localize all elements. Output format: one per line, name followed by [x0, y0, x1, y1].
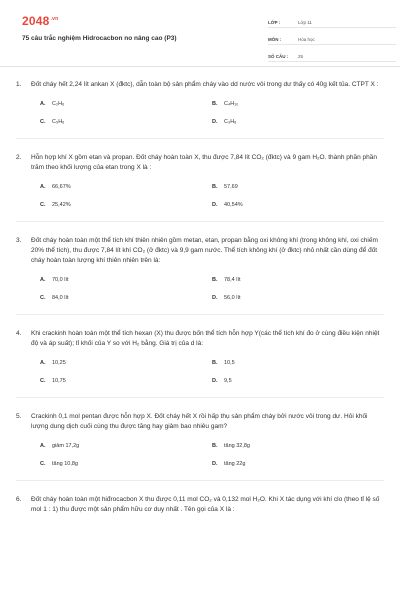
- answer-option[interactable]: [212, 100, 384, 108]
- answer-option[interactable]: [40, 460, 212, 468]
- option-key: A.: [40, 360, 46, 366]
- option-key: B.: [212, 101, 218, 107]
- answer-option[interactable]: [40, 276, 212, 284]
- question-stem: [16, 412, 384, 432]
- answer-option[interactable]: [212, 276, 384, 284]
- answer-option[interactable]: [212, 359, 384, 367]
- option-key: B.: [212, 184, 218, 190]
- option-key: D.: [212, 378, 218, 384]
- question-stem: [16, 153, 384, 173]
- question-separator: [16, 138, 384, 139]
- question-stem: [16, 236, 384, 266]
- option-key: B.: [212, 277, 218, 283]
- answer-option[interactable]: [40, 118, 212, 126]
- question-number: 4.: [16, 330, 22, 337]
- question-separator: [16, 480, 384, 481]
- meta-label: MÔN :: [268, 37, 282, 42]
- site-logo[interactable]: $2048^{.vn}$: [22, 14, 59, 28]
- option-key: C.: [40, 461, 46, 467]
- answer-option[interactable]: [212, 377, 384, 385]
- option-text: C₂H₆: [52, 101, 65, 107]
- answer-option[interactable]: [212, 294, 384, 302]
- answer-options: [40, 276, 384, 302]
- option-key: D.: [212, 202, 218, 208]
- option-key: B.: [212, 443, 218, 449]
- question-text: Crackinh 0,1 mol pentan được hỗn hợp X. Đốt cháy hết X rồi hấp thụ sản phẩm cháy bởi nước vôi trong dư. Hỏi khối lượng dung dịch cuối cùng thu được tăng hay giảm bao nhiêu gam?: [31, 413, 368, 430]
- option-text: 10,5: [224, 360, 235, 366]
- option-key: D.: [212, 461, 218, 467]
- option-key: C.: [40, 119, 46, 125]
- answer-option[interactable]: [40, 294, 212, 302]
- question-number: 3.: [16, 237, 22, 244]
- answer-option[interactable]: [212, 460, 384, 468]
- document-header: [16, 0, 384, 62]
- question-item: [16, 495, 384, 515]
- meta-row: [268, 31, 396, 45]
- answer-option[interactable]: [212, 201, 384, 209]
- option-key: D.: [212, 119, 218, 125]
- question-separator: [16, 314, 384, 315]
- answer-option[interactable]: [212, 118, 384, 126]
- option-key: A.: [40, 277, 46, 283]
- option-text: tăng 10,8g: [52, 461, 78, 467]
- answer-options: [40, 442, 384, 468]
- meta-value: Hóa học: [298, 37, 315, 42]
- option-text: 9,5: [224, 378, 232, 384]
- meta-value: 25: [298, 54, 304, 59]
- option-key: C.: [40, 378, 46, 384]
- option-key: A.: [40, 443, 46, 449]
- question-stem: [16, 329, 384, 349]
- option-key: A.: [40, 184, 46, 190]
- option-key: C.: [40, 202, 46, 208]
- option-key: A.: [40, 101, 46, 107]
- answer-options: [40, 183, 384, 209]
- question-number: 6.: [16, 496, 22, 503]
- answer-option[interactable]: [40, 201, 212, 209]
- option-text: 57,69: [224, 184, 238, 190]
- document-title: 75 câu trắc nghiệm Hidrocacbon no nâng cao (P3): [22, 35, 177, 42]
- question-text: Đốt cháy hoàn toàn một hiđrocacbon X thu được 0,11 mol CO₂ và 0,132 mol H₂O. Khi X tác dụng với khí clo (theo tỉ lệ số mol 1 : 1) thu được một sản phẩm hữu cơ duy nhất . Tên gọi của X là :: [31, 496, 380, 513]
- option-text: 84,0 lít: [52, 295, 69, 301]
- answer-option[interactable]: [40, 183, 212, 191]
- option-text: 10,25: [52, 360, 66, 366]
- question-item: [16, 236, 384, 315]
- question-stem: [16, 495, 384, 515]
- option-text: 10,75: [52, 378, 66, 384]
- option-text: 70,0 lít: [52, 277, 69, 283]
- question-item: [16, 329, 384, 398]
- answer-options: [40, 100, 384, 126]
- answer-option[interactable]: [40, 377, 212, 385]
- question-number: 1.: [16, 81, 22, 88]
- answer-option[interactable]: [40, 442, 212, 450]
- question-item: [16, 80, 384, 139]
- option-text: 40,54%: [224, 202, 243, 208]
- question-item: [16, 412, 384, 481]
- option-text: C₃H₈: [224, 119, 237, 125]
- option-key: D.: [212, 295, 218, 301]
- answer-option[interactable]: [40, 359, 212, 367]
- option-text: tăng 32,8g: [224, 443, 250, 449]
- header-divider: [0, 66, 400, 67]
- answer-option[interactable]: [40, 100, 212, 108]
- option-text: 25,42%: [52, 202, 71, 208]
- option-text: C₄H₁₀: [224, 101, 239, 107]
- option-text: giảm 17,2g: [52, 443, 80, 449]
- meta-label: SỐ CÂU :: [268, 54, 289, 59]
- question-number: 2.: [16, 154, 22, 161]
- question-separator: [16, 397, 384, 398]
- answer-options: [40, 359, 384, 385]
- question-list: [16, 80, 384, 529]
- option-text: 56,0 lít: [224, 295, 241, 301]
- question-item: [16, 153, 384, 222]
- question-text: Hỗn hợp khí X gồm etan và propan. Đốt cháy hoàn toàn X, thu được 7,84 lít CO₂ (đktc) và 9 gam H₂O. thành phần phần trăm theo khối lượng của etan trong X là :: [31, 154, 378, 171]
- option-text: tăng 22g: [224, 461, 246, 467]
- option-text: 78,4 lít: [224, 277, 241, 283]
- meta-row: [268, 14, 396, 28]
- meta-label: LỚP :: [268, 20, 281, 25]
- question-text: Đốt cháy hết 2,24 lít ankan X (đktc), dẫn toàn bộ sản phẩm cháy vào dd nước vôi trong dư thấy có 40g kết tủa. CTPT X :: [31, 81, 379, 88]
- option-text: C₅H₆: [52, 119, 65, 125]
- question-text: Khi crackinh hoàn toàn một thể tích hexan (X) thu được bốn thể tích hỗn hợp Y(các thể tích khí đo ở cùng điều kiện nhiệt độ và áp suất); tỉ khối của Y so với H₂ bằng. Giá trị của d là:: [31, 330, 380, 347]
- meta-value: Lớp 11: [298, 20, 312, 25]
- question-text: Đốt cháy hoàn toàn một thể tích khí thiên nhiên gồm metan, etan, propan bằng oxi không khí (trong không khí, oxi chiếm 20% thể tích), thu được 7,84 lít khí CO₂ (ở đktc) và 9,9 gam nước. Thể tích không khí (ở đktc) nhỏ nhất cần dùng để đốt cháy hoàn toàn lượng khí thiên nhiên trên là:: [31, 237, 378, 264]
- option-text: 66,67%: [52, 184, 71, 190]
- answer-option[interactable]: [212, 183, 384, 191]
- answer-option[interactable]: [212, 442, 384, 450]
- question-number: 5.: [16, 413, 22, 420]
- question-stem: [16, 80, 384, 90]
- meta-row: [268, 48, 396, 62]
- option-key: B.: [212, 360, 218, 366]
- option-key: C.: [40, 295, 46, 301]
- question-separator: [16, 221, 384, 222]
- meta-table: [268, 14, 396, 65]
